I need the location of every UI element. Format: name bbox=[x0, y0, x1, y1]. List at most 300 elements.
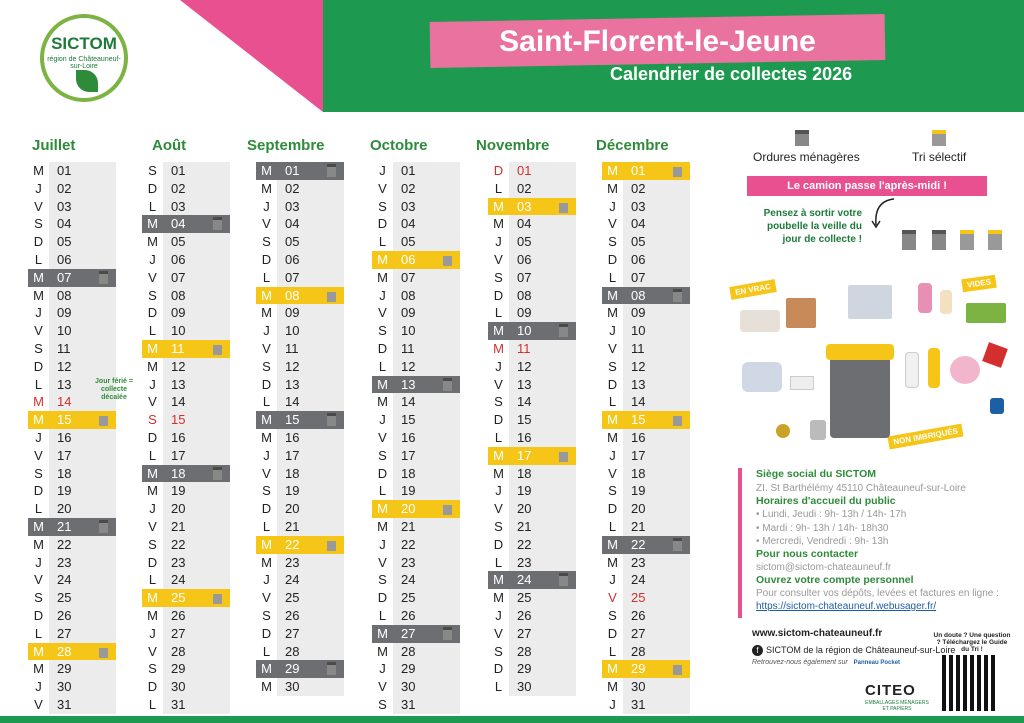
day-number: 30 bbox=[393, 678, 460, 696]
day-letter: D bbox=[607, 251, 618, 267]
day-letter: D bbox=[493, 163, 504, 178]
day-letter: M bbox=[377, 394, 388, 410]
tri-bin-icon bbox=[327, 289, 336, 302]
day-letter: D bbox=[261, 251, 272, 267]
day-number: 20 bbox=[623, 500, 690, 518]
day-row bbox=[602, 536, 690, 554]
contact-email[interactable]: sictom@sictom-chateauneuf.fr bbox=[756, 562, 892, 573]
day-letter: M bbox=[493, 340, 504, 356]
bin-icon bbox=[960, 230, 974, 250]
day-number: 27 bbox=[277, 625, 344, 643]
day-letter: D bbox=[261, 376, 272, 392]
day-number: 31 bbox=[163, 696, 230, 714]
day-letter: D bbox=[377, 340, 388, 356]
day-row bbox=[142, 393, 230, 411]
day-row bbox=[488, 322, 576, 340]
day-number: 24 bbox=[393, 571, 460, 589]
day-letter: J bbox=[263, 198, 270, 214]
day-row bbox=[142, 643, 230, 661]
pensez-text: Pensez à sortir votre poubelle la veille du jour de collecte ! bbox=[763, 208, 862, 245]
day-number: 27 bbox=[509, 625, 576, 643]
day-letter: M bbox=[28, 643, 49, 661]
day-row bbox=[142, 287, 230, 305]
day-letter: M bbox=[488, 571, 509, 589]
day-row bbox=[142, 589, 230, 607]
facebook-line bbox=[752, 645, 955, 656]
day-letter: M bbox=[377, 518, 388, 534]
day-number: 15 bbox=[163, 411, 230, 429]
day-letter: D bbox=[377, 216, 388, 232]
bottle-icon bbox=[918, 283, 932, 313]
day-number: 01 bbox=[277, 162, 344, 180]
bin-icon bbox=[932, 230, 946, 250]
day-number: 28 bbox=[509, 643, 576, 661]
day-row bbox=[602, 518, 690, 536]
day-row bbox=[372, 447, 460, 465]
day-row bbox=[142, 447, 230, 465]
holiday-note: Jour férié = collecte décalée bbox=[95, 378, 133, 401]
day-letter: D bbox=[147, 305, 158, 321]
day-number: 19 bbox=[623, 482, 690, 500]
day-letter: V bbox=[378, 554, 387, 570]
day-row bbox=[256, 465, 344, 483]
day-number: 17 bbox=[163, 447, 230, 465]
day-row bbox=[256, 536, 344, 554]
day-number: 06 bbox=[623, 251, 690, 269]
day-row bbox=[488, 518, 576, 536]
day-row bbox=[488, 269, 576, 287]
day-number: 16 bbox=[393, 429, 460, 447]
day-letter: J bbox=[609, 323, 616, 339]
day-letter: L bbox=[494, 305, 503, 321]
yogurt-icon bbox=[990, 398, 1004, 414]
day-number: 28 bbox=[277, 643, 344, 661]
day-letter: D bbox=[607, 625, 618, 641]
retrouvez-line bbox=[752, 659, 900, 666]
leaf-icon bbox=[76, 70, 98, 92]
day-number: 21 bbox=[49, 518, 116, 536]
day-letter: V bbox=[494, 251, 503, 267]
day-row bbox=[256, 287, 344, 305]
day-row bbox=[488, 358, 576, 376]
tri-bin-icon bbox=[99, 645, 108, 658]
day-row bbox=[488, 287, 576, 305]
day-row bbox=[142, 625, 230, 643]
logo-name: SICTOM bbox=[51, 34, 117, 53]
day-number: 26 bbox=[393, 607, 460, 625]
contact-heading: Pour nous contacter bbox=[756, 548, 859, 560]
day-number: 24 bbox=[509, 571, 576, 589]
day-row bbox=[372, 482, 460, 500]
bottle-icon bbox=[940, 290, 952, 314]
day-row bbox=[488, 500, 576, 518]
day-letter: L bbox=[34, 251, 43, 267]
day-letter: M bbox=[261, 679, 272, 695]
day-letter: J bbox=[35, 180, 42, 196]
day-letter: M bbox=[372, 625, 393, 643]
day-row bbox=[256, 180, 344, 198]
day-letter: S bbox=[34, 216, 43, 232]
day-letter: L bbox=[608, 518, 617, 534]
day-row bbox=[488, 376, 576, 394]
day-row bbox=[142, 322, 230, 340]
day-letter: L bbox=[148, 696, 157, 712]
day-number: 25 bbox=[277, 589, 344, 607]
day-letter: S bbox=[494, 643, 503, 659]
day-row bbox=[602, 607, 690, 625]
day-number: 11 bbox=[509, 340, 576, 358]
day-row bbox=[488, 482, 576, 500]
citeo-logo: CITEO bbox=[865, 682, 916, 699]
day-letter: J bbox=[263, 323, 270, 339]
day-row bbox=[488, 393, 576, 411]
day-letter: V bbox=[378, 679, 387, 695]
day-number: 21 bbox=[277, 518, 344, 536]
day-number: 24 bbox=[49, 571, 116, 589]
day-letter: D bbox=[493, 661, 504, 677]
day-row bbox=[602, 269, 690, 287]
day-letter: M bbox=[261, 305, 272, 321]
day-letter: M bbox=[28, 411, 49, 429]
day-letter: L bbox=[262, 518, 271, 534]
day-letter: D bbox=[493, 287, 504, 303]
day-letter: S bbox=[262, 607, 271, 623]
day-row bbox=[28, 607, 116, 625]
day-number: 30 bbox=[509, 678, 576, 696]
day-letter: D bbox=[33, 607, 44, 623]
day-row bbox=[372, 696, 460, 714]
day-row bbox=[602, 643, 690, 661]
day-number: 14 bbox=[393, 393, 460, 411]
day-number: 12 bbox=[623, 358, 690, 376]
day-letter: V bbox=[34, 696, 43, 712]
day-letter: D bbox=[493, 536, 504, 552]
day-number: 23 bbox=[49, 554, 116, 572]
day-row bbox=[488, 571, 576, 589]
day-letter: M bbox=[256, 411, 277, 429]
ordures-bin-icon bbox=[327, 662, 336, 675]
day-letter: M bbox=[493, 590, 504, 606]
day-number: 04 bbox=[509, 215, 576, 233]
day-number: 19 bbox=[393, 482, 460, 500]
day-number: 02 bbox=[623, 180, 690, 198]
day-number: 06 bbox=[393, 251, 460, 269]
day-row bbox=[372, 607, 460, 625]
day-row bbox=[602, 429, 690, 447]
day-number: 12 bbox=[393, 358, 460, 376]
day-row bbox=[602, 678, 690, 696]
day-number: 22 bbox=[393, 536, 460, 554]
day-row bbox=[602, 625, 690, 643]
month-column bbox=[372, 162, 460, 714]
month-heading: Septembre bbox=[247, 137, 325, 154]
can-icon bbox=[776, 424, 790, 438]
day-row bbox=[256, 393, 344, 411]
day-letter: S bbox=[148, 287, 157, 303]
day-row bbox=[372, 500, 460, 518]
day-number: 19 bbox=[163, 482, 230, 500]
day-row bbox=[142, 304, 230, 322]
day-number: 09 bbox=[49, 304, 116, 322]
day-letter: J bbox=[495, 607, 502, 623]
day-letter: S bbox=[494, 394, 503, 410]
compte-heading: Ouvrez votre compte personnel bbox=[756, 574, 914, 586]
day-number: 06 bbox=[163, 251, 230, 269]
day-number: 13 bbox=[163, 376, 230, 394]
day-row bbox=[28, 411, 116, 429]
day-letter: S bbox=[262, 358, 271, 374]
day-letter: J bbox=[35, 554, 42, 570]
camion-banner: Le camion passe l'après-midi ! bbox=[747, 176, 987, 196]
day-row bbox=[28, 465, 116, 483]
day-letter: M bbox=[488, 198, 509, 216]
day-number: 31 bbox=[49, 696, 116, 714]
facebook-icon: f bbox=[752, 645, 763, 656]
day-letter: M bbox=[372, 500, 393, 518]
day-number: 04 bbox=[393, 215, 460, 233]
ordures-bin-icon bbox=[327, 413, 336, 426]
day-letter: M bbox=[261, 180, 272, 196]
day-row bbox=[488, 465, 576, 483]
day-number: 16 bbox=[509, 429, 576, 447]
month-column bbox=[142, 162, 230, 714]
day-letter: V bbox=[262, 465, 271, 481]
day-row bbox=[28, 269, 116, 287]
tri-bin-icon bbox=[213, 342, 222, 355]
day-number: 18 bbox=[163, 465, 230, 483]
day-letter: M bbox=[147, 234, 158, 250]
day-row bbox=[602, 340, 690, 358]
day-row bbox=[28, 696, 116, 714]
day-number: 23 bbox=[393, 554, 460, 572]
day-row bbox=[256, 251, 344, 269]
day-letter: M bbox=[142, 589, 163, 607]
tri-bin-icon bbox=[559, 449, 568, 462]
day-row bbox=[372, 589, 460, 607]
day-row bbox=[142, 215, 230, 233]
day-row bbox=[28, 518, 116, 536]
day-row bbox=[28, 429, 116, 447]
day-row bbox=[256, 518, 344, 536]
day-letter: L bbox=[34, 376, 43, 392]
tag-non-imbriques: NON IMBRIQUÉS bbox=[887, 424, 963, 450]
day-row bbox=[256, 162, 344, 180]
day-row bbox=[372, 180, 460, 198]
day-letter: M bbox=[256, 536, 277, 554]
month-heading: Novembre bbox=[476, 137, 550, 154]
day-row bbox=[256, 304, 344, 322]
day-number: 21 bbox=[509, 518, 576, 536]
day-row bbox=[28, 571, 116, 589]
day-number: 14 bbox=[509, 393, 576, 411]
day-row bbox=[256, 322, 344, 340]
day-row bbox=[28, 447, 116, 465]
day-row bbox=[142, 358, 230, 376]
day-letter: M bbox=[256, 660, 277, 678]
day-letter: S bbox=[34, 465, 43, 481]
day-row bbox=[602, 233, 690, 251]
legend-tri: Tri sélectif bbox=[912, 150, 967, 164]
day-number: 29 bbox=[163, 660, 230, 678]
day-letter: S bbox=[148, 536, 157, 552]
day-letter: M bbox=[602, 411, 623, 429]
day-number: 29 bbox=[509, 660, 576, 678]
day-number: 02 bbox=[509, 180, 576, 198]
qr-code[interactable] bbox=[942, 655, 998, 711]
day-row bbox=[28, 322, 116, 340]
day-row bbox=[256, 198, 344, 216]
day-number: 03 bbox=[393, 198, 460, 216]
day-row bbox=[602, 358, 690, 376]
day-number: 01 bbox=[49, 162, 116, 180]
day-number: 15 bbox=[277, 411, 344, 429]
day-letter: D bbox=[607, 376, 618, 392]
day-number: 14 bbox=[623, 393, 690, 411]
day-number: 08 bbox=[393, 287, 460, 305]
day-row bbox=[256, 233, 344, 251]
bag-icon bbox=[742, 362, 782, 392]
tag-vrac: EN VRAC bbox=[729, 279, 777, 300]
day-letter: S bbox=[262, 483, 271, 499]
tri-bin-icon bbox=[673, 662, 682, 675]
day-row bbox=[142, 571, 230, 589]
day-row bbox=[256, 376, 344, 394]
day-row bbox=[142, 518, 230, 536]
ordures-bin-icon bbox=[673, 538, 682, 551]
horaires-heading: Horaires d'accueil du public bbox=[756, 495, 896, 507]
day-number: 22 bbox=[49, 536, 116, 554]
day-row bbox=[602, 411, 690, 429]
day-letter: M bbox=[493, 465, 504, 481]
ordures-bin-icon bbox=[327, 164, 336, 177]
day-letter: D bbox=[261, 501, 272, 517]
day-row bbox=[488, 411, 576, 429]
day-number: 30 bbox=[163, 678, 230, 696]
day-row bbox=[256, 447, 344, 465]
day-letter: L bbox=[378, 234, 387, 250]
day-number: 09 bbox=[277, 304, 344, 322]
day-number: 18 bbox=[623, 465, 690, 483]
day-number: 13 bbox=[623, 376, 690, 394]
day-letter: M bbox=[256, 162, 277, 180]
day-letter: J bbox=[35, 429, 42, 445]
day-number: 10 bbox=[49, 322, 116, 340]
day-letter: V bbox=[262, 340, 271, 356]
day-number: 17 bbox=[509, 447, 576, 465]
day-row bbox=[602, 322, 690, 340]
day-row bbox=[28, 678, 116, 696]
day-number: 29 bbox=[393, 660, 460, 678]
day-letter: V bbox=[378, 305, 387, 321]
day-number: 26 bbox=[49, 607, 116, 625]
day-row bbox=[488, 678, 576, 696]
day-row bbox=[372, 518, 460, 536]
day-number: 10 bbox=[277, 322, 344, 340]
day-number: 19 bbox=[509, 482, 576, 500]
day-row bbox=[602, 393, 690, 411]
day-row bbox=[28, 162, 116, 180]
day-letter: D bbox=[377, 590, 388, 606]
can-icon bbox=[810, 420, 826, 440]
day-row bbox=[28, 500, 116, 518]
compte-text: Pour consulter vos dépôts, levées et factures en ligne : bbox=[756, 588, 999, 599]
tag-vides: VIDES bbox=[961, 275, 996, 293]
day-row bbox=[256, 215, 344, 233]
day-number: 25 bbox=[49, 589, 116, 607]
doute-text: Un doute ? Une question ? Téléchargez le Guide du Tri ! bbox=[933, 632, 1011, 653]
day-number: 29 bbox=[277, 660, 344, 678]
day-letter: D bbox=[33, 483, 44, 499]
day-number: 29 bbox=[49, 660, 116, 678]
day-number: 08 bbox=[277, 287, 344, 305]
day-number: 12 bbox=[163, 358, 230, 376]
day-row bbox=[372, 554, 460, 572]
website-link[interactable]: www.sictom-chateauneuf.fr bbox=[752, 628, 883, 639]
day-number: 05 bbox=[623, 233, 690, 251]
day-row bbox=[372, 393, 460, 411]
day-letter: M bbox=[488, 322, 509, 340]
day-number: 26 bbox=[509, 607, 576, 625]
day-letter: M bbox=[488, 447, 509, 465]
day-number: 07 bbox=[163, 269, 230, 287]
tri-bin-icon bbox=[99, 413, 108, 426]
day-number: 17 bbox=[623, 447, 690, 465]
day-letter: J bbox=[609, 447, 616, 463]
day-row bbox=[372, 358, 460, 376]
day-letter: V bbox=[34, 447, 43, 463]
facebook-label[interactable]: SICTOM de la région de Châteauneuf-sur-Loire bbox=[766, 645, 956, 655]
day-letter: D bbox=[147, 679, 158, 695]
day-row bbox=[602, 571, 690, 589]
day-letter: V bbox=[494, 376, 503, 392]
day-letter: S bbox=[494, 269, 503, 285]
day-row bbox=[488, 198, 576, 216]
day-row bbox=[142, 198, 230, 216]
day-letter: M bbox=[142, 465, 163, 483]
day-row bbox=[256, 411, 344, 429]
day-letter: L bbox=[608, 269, 617, 285]
day-letter: V bbox=[494, 501, 503, 517]
day-row bbox=[28, 554, 116, 572]
day-letter: V bbox=[262, 590, 271, 606]
day-number: 14 bbox=[163, 393, 230, 411]
carton-icon bbox=[786, 298, 816, 328]
day-row bbox=[256, 678, 344, 696]
day-letter: J bbox=[379, 287, 386, 303]
day-letter: J bbox=[149, 376, 156, 392]
panneau-pocket-logo[interactable]: Panneau Pocket bbox=[853, 660, 901, 666]
day-number: 28 bbox=[623, 643, 690, 661]
day-number: 01 bbox=[163, 162, 230, 180]
day-letter: M bbox=[33, 536, 44, 552]
day-number: 30 bbox=[49, 678, 116, 696]
day-letter: M bbox=[602, 162, 623, 180]
day-number: 03 bbox=[277, 198, 344, 216]
day-number: 01 bbox=[509, 162, 576, 180]
day-number: 13 bbox=[509, 376, 576, 394]
day-number: 06 bbox=[509, 251, 576, 269]
day-letter: J bbox=[379, 412, 386, 428]
day-letter: J bbox=[149, 501, 156, 517]
day-number: 03 bbox=[49, 198, 116, 216]
day-letter: J bbox=[609, 198, 616, 214]
compte-link[interactable]: https://sictom-chateauneuf.webusager.fr/ bbox=[756, 601, 937, 612]
day-row bbox=[372, 304, 460, 322]
day-number: 22 bbox=[163, 536, 230, 554]
day-letter: M bbox=[142, 215, 163, 233]
day-number: 27 bbox=[163, 625, 230, 643]
horaires-1: • Lundi, Jeudi : 9h- 13h / 14h- 17h bbox=[756, 509, 907, 520]
